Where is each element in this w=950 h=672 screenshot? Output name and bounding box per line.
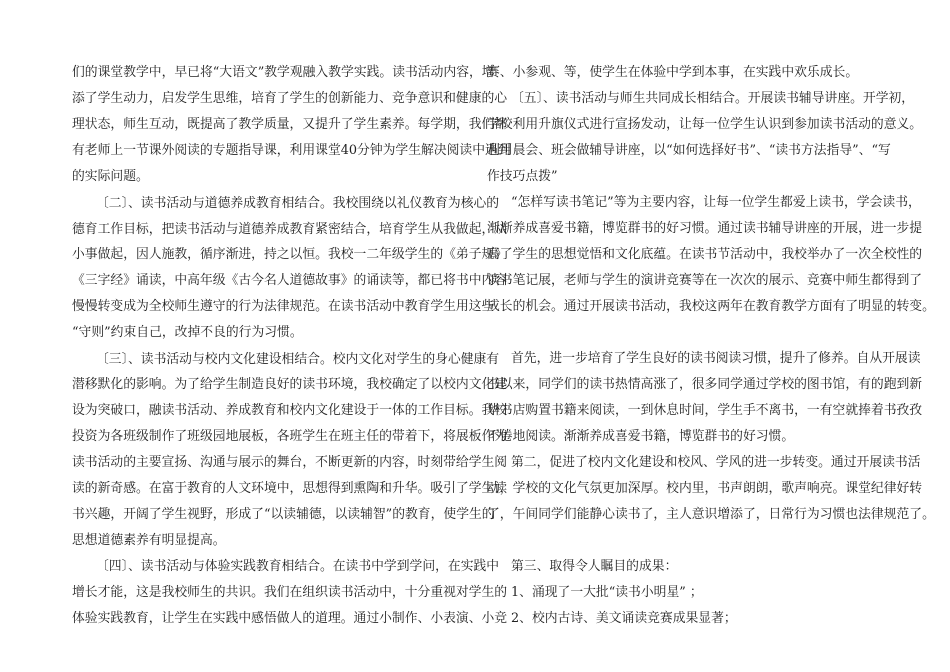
text-line: 慢慢转变成为全校师生遵守的行为法律规范。在读书活动中教育学生用这些 (72, 299, 495, 314)
text-line: 读书笔记展，老师与学生的演讲竞赛等在一次次的展示、竞赛中师生都得到了 (487, 273, 923, 288)
text-line: 不倦地阅读。渐渐养成喜爱书籍，博览群书的好习惯。 (487, 429, 795, 444)
text-line: 读书活动的主要宣扬、沟通与展示的舞台，不断更新的内容，时刻带给学生阅 (72, 455, 508, 470)
text-line: 〔三〕、读书活动与校内文化建设相结合。校内文化对学生的身心健康有 (96, 352, 500, 367)
text-line: “守则”约束自己，改掉不良的行为习惯。 (72, 325, 303, 340)
text-line: 1、涌现了一大批“读书小明星” ； (511, 585, 703, 600)
text-line: 赛、小参观、等，使学生在体验中学到本事，在实践中欢乐成长。 (487, 65, 859, 80)
text-line: 有老师上一节课外阅读的专题指导课，利用课堂40分钟为学生解决阅读中遇到 (72, 143, 511, 158)
text-line: 体验实践教育，让学生在实践中感悟做人的道理。通过小制作、小表演、小竞 (72, 611, 508, 626)
text-line: 书兴趣，开阔了学生视野，形成了“以读辅德，以读辅智”的教育，使学生的 (72, 507, 495, 522)
text-line: 成长的机会。通过开展读书活动，我校这两年在教育教学方面有了明显的转变。 (487, 299, 935, 314)
text-line: 首先，进一步培育了学生良好的读书阅读习惯，提升了修养。自从开展读 (511, 351, 921, 366)
text-line: 动，学校的文化气氛更加深厚。校内里，书声朗朗，歌声响亮。课堂纪律好转 (487, 481, 923, 496)
text-line: 的实际问题。 (72, 169, 149, 184)
text-line: 理状态，师生互动，既提高了教学质量，又提升了学生素养。每学期，我们都 (72, 117, 508, 132)
text-line: 了，午间同学们能静心读书了，主人意识增添了，日常行为习惯也法律规范了。 (487, 507, 935, 522)
text-line: 们的课堂教学中，早已将“大语文”教学观融入教学实践。读书活动内容，增 (72, 65, 495, 80)
text-line: 德育工作目标，把读书活动与道德养成教育紧密结合，培育学生从我做起，从 (72, 222, 508, 237)
text-line: 第三、取得令人瞩目的成果： (511, 559, 678, 574)
text-line: 〔四〕、读书活动与体验实践教育相结合。在读书中学到学问，在实践中 (96, 559, 500, 574)
text-line: 利用晨会、班会做辅导讲座，以“如何选择好书”、“读书方法指导”、“写 (487, 143, 891, 158)
text-line: 潜移默化的影响。为了给学生制造良好的读书环境，我校确定了以校内文化建 (72, 377, 508, 392)
text-line: 高了学生的思想觉悟和文化底蕴。在读书节活动中，我校举办了一次全校性的 (487, 247, 923, 262)
text-line: 学校利用升旗仪式进行宣扬发动，让每一位学生认识到参加读书活动的意义。 (487, 117, 923, 132)
text-line: “怎样写读书笔记”等为主要内容，让每一位学生都爱上读书，学会读书， (511, 195, 921, 210)
text-line: 投资为各班级制作了班级园地展板，各班学生在班主任的带着下，将展板作为 (72, 429, 508, 444)
text-line: 第二，促进了校内文化建设和校风、学风的进一步转变。通过开展读书活 (511, 455, 921, 470)
text-line: 华书店购置书籍来阅读，一到休息时间，学生手不离书，一有空就捧着书孜孜 (487, 403, 923, 418)
text-line: 增长才能，这是我校师生的共识。我们在组织读书活动中，十分重视对学生的 (72, 585, 508, 600)
text-line: 《三字经》诵读，中高年级《古今名人道德故事》的诵读等，都已将书中内容 (72, 273, 508, 288)
text-line: 〔二〕、读书活动与道德养成教育相结合。我校围绕以礼仪教育为核心的 (96, 196, 500, 211)
text-line: 添了学生动力，启发学生思维，培育了学生的创新能力、竞争意识和健康的心 (72, 91, 508, 106)
text-line: 2、校内古诗、美文诵读竞赛成果显著； (511, 611, 737, 626)
text-line: 思想道德素养有明显提高。 (72, 533, 226, 548)
text-line: 〔五〕、读书活动与师生共同成长相结合。开展读书辅导讲座。开学初， (511, 91, 915, 106)
text-line: 作技巧点拨” (487, 169, 558, 184)
text-line: 小事做起，因人施教，循序渐进，持之以恒。我校一二年级学生的《弟子规》 (72, 247, 508, 262)
text-line: 书以来，同学们的读书热情高涨了，很多同学通过学校的图书馆，有的跑到新 (487, 377, 923, 392)
text-line: 设为突破口，融读书活动、养成教育和校内文化建设于一体的工作目标。我校 (72, 403, 508, 418)
text-line: 读的新奇感。在富于教育的人文环境中，思想得到熏陶和升华。吸引了学生读 (72, 481, 508, 496)
text-line: 渐渐养成喜爱书籍，博览群书的好习惯。通过读书辅导讲座的开展，进一步提 (487, 221, 923, 236)
